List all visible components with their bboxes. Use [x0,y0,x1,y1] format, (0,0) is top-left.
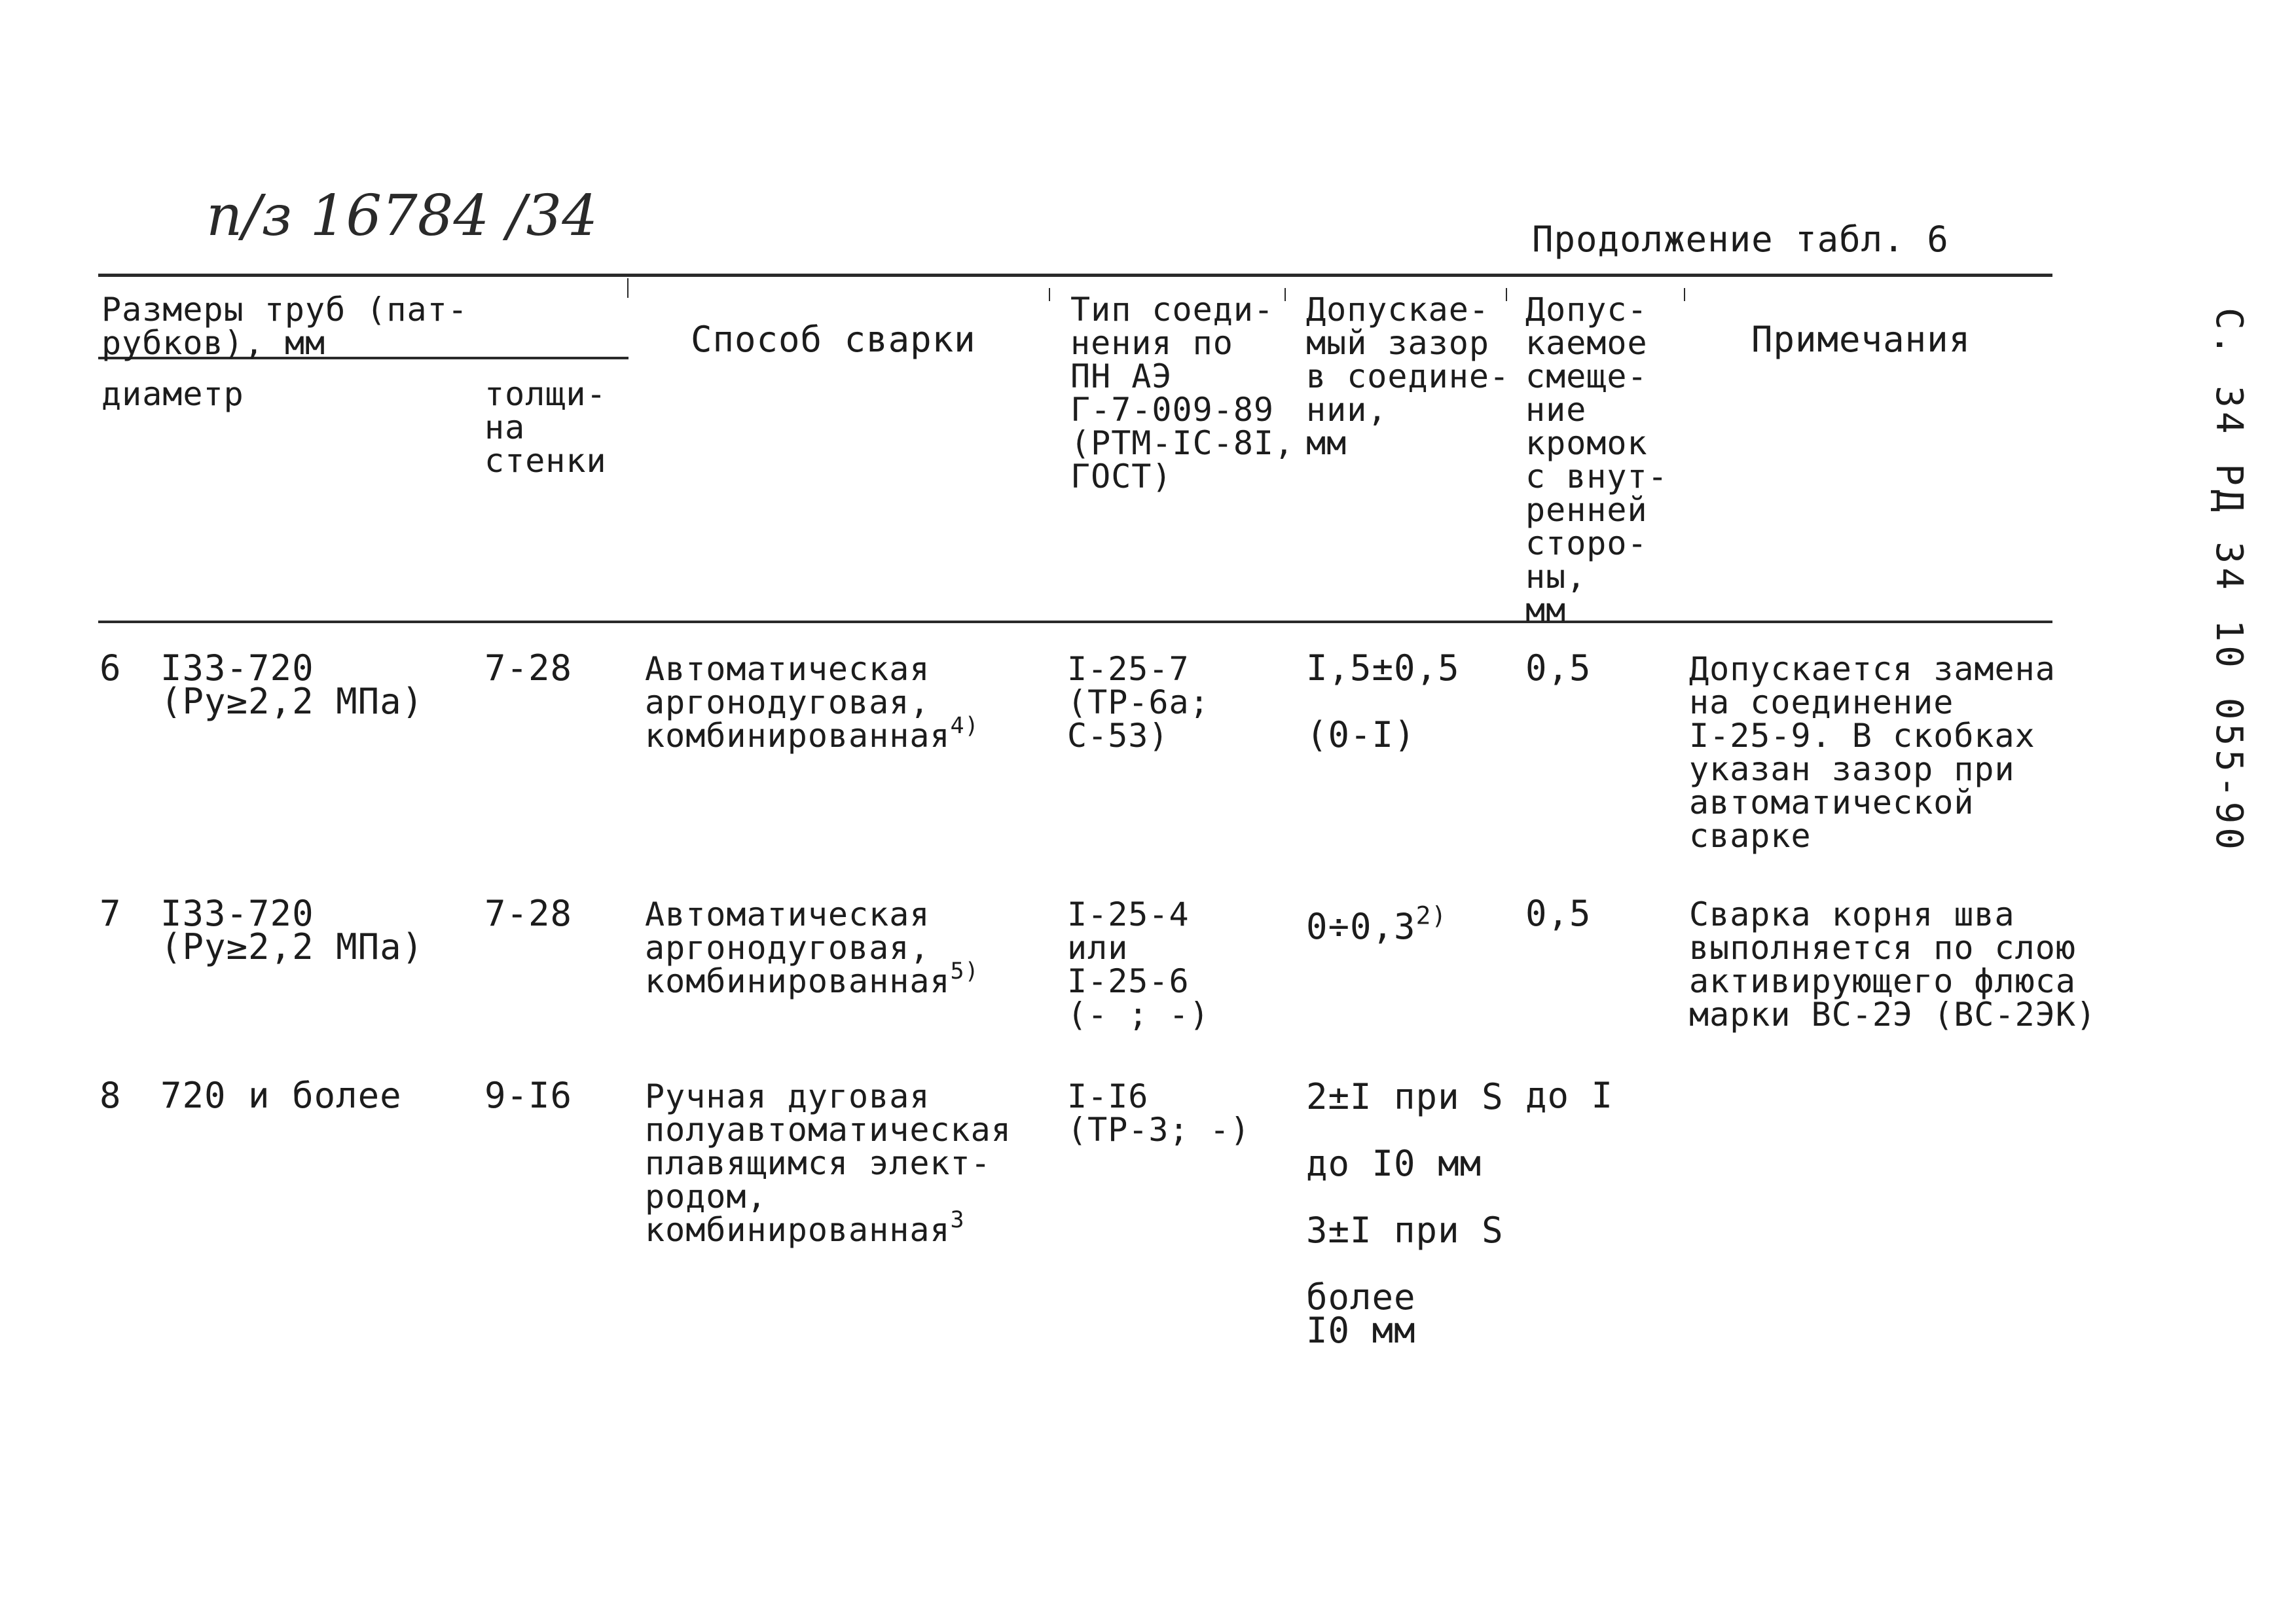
row-number: 6 [100,647,122,689]
header-edge-offset: Допус- каемое смеще- ние кромок с внут- ренней сторо- ны, мм [1525,291,1668,629]
footnote-marker: 5) [950,958,979,984]
header-notes: Примечания [1751,319,1971,360]
cell-gap: $0\div 0,3^{2)}$ [1306,901,1448,947]
handwritten-reference: п/з 16784 /34 [206,183,598,249]
cell-joint-type: I-25-4 или I-25-6 (- ; -) [1067,895,1210,1034]
footnote-marker: 3 [950,1207,965,1233]
cell-diameter: I33-720 (Ру≥2,2 МПа) [160,893,424,967]
cell-joint-type: I-I6 (ТР-3; -) [1067,1077,1250,1149]
column-tick-1 [627,278,629,298]
row-number: 7 [100,893,122,934]
cell-offset: 0,5 [1525,893,1592,934]
header-diameter: диаметр [101,375,244,413]
header-bottom-rule [98,621,2052,623]
table-top-rule [98,274,2052,277]
cell-offset: до I [1525,1075,1614,1116]
header-joint-type: Тип соеди- нения по ПН АЭ Г-7-009-89 (РТМ-IС-8I, ГОСТ) [1070,291,1295,496]
column-tick-5 [1684,288,1685,301]
cell-wall: 9-I6 [484,1075,573,1116]
cell-gap: I,5±0,5 (0-I) [1306,647,1460,755]
header-wall-thickness: толщи- на стенки [484,375,607,480]
cell-offset: 0,5 [1525,647,1592,689]
cell-diameter: 720 и более [160,1075,402,1116]
cell-joint-type: I-25-7 (ТР-6а; С-53) [1067,650,1210,755]
cell-gap: 2±I при S до I0 мм 3±I при S более I0 мм [1306,1076,1504,1351]
row-number: 8 [100,1075,122,1116]
cell-method: Ручная дуговая полуавтоматическая плавящимся элект- родом, комбинированная$^3$ [645,1077,1011,1249]
footnote-marker: 2) [1415,901,1448,930]
cell-note: Сварка корня шва выполняется по слою активирующего флюса марки ВС-2Э (ВС-2ЭК) [1689,895,2097,1034]
page-code-vertical: С. 34 РД 34 10 055-90 [2208,308,2250,854]
header-allowed-gap: Допускае- мый зазор в соедине- нии, мм [1306,291,1510,462]
header-pipe-sizes: Размеры труб (пат- рубков), мм [101,291,468,362]
cell-note: Допускается замена на соединение I-25-9. В скобках указан зазор при автоматической сварке [1689,650,2056,855]
cell-method: Автоматическая аргонодуговая, комбинированная$^{5)}$ [645,895,979,1000]
footnote-marker: 4) [950,713,979,739]
header-welding-method: Способ сварки [691,319,976,360]
continuation-label: Продолжение табл. 6 [1532,219,1949,260]
cell-wall: 7-28 [484,647,573,689]
cell-diameter: I33-720 (Ру≥2,2 МПа) [160,647,424,722]
column-tick-2 [1049,288,1050,301]
cell-wall: 7-28 [484,893,573,934]
cell-method: Автоматическая аргонодуговая, комбинированная$^{4)}$ [645,650,979,755]
